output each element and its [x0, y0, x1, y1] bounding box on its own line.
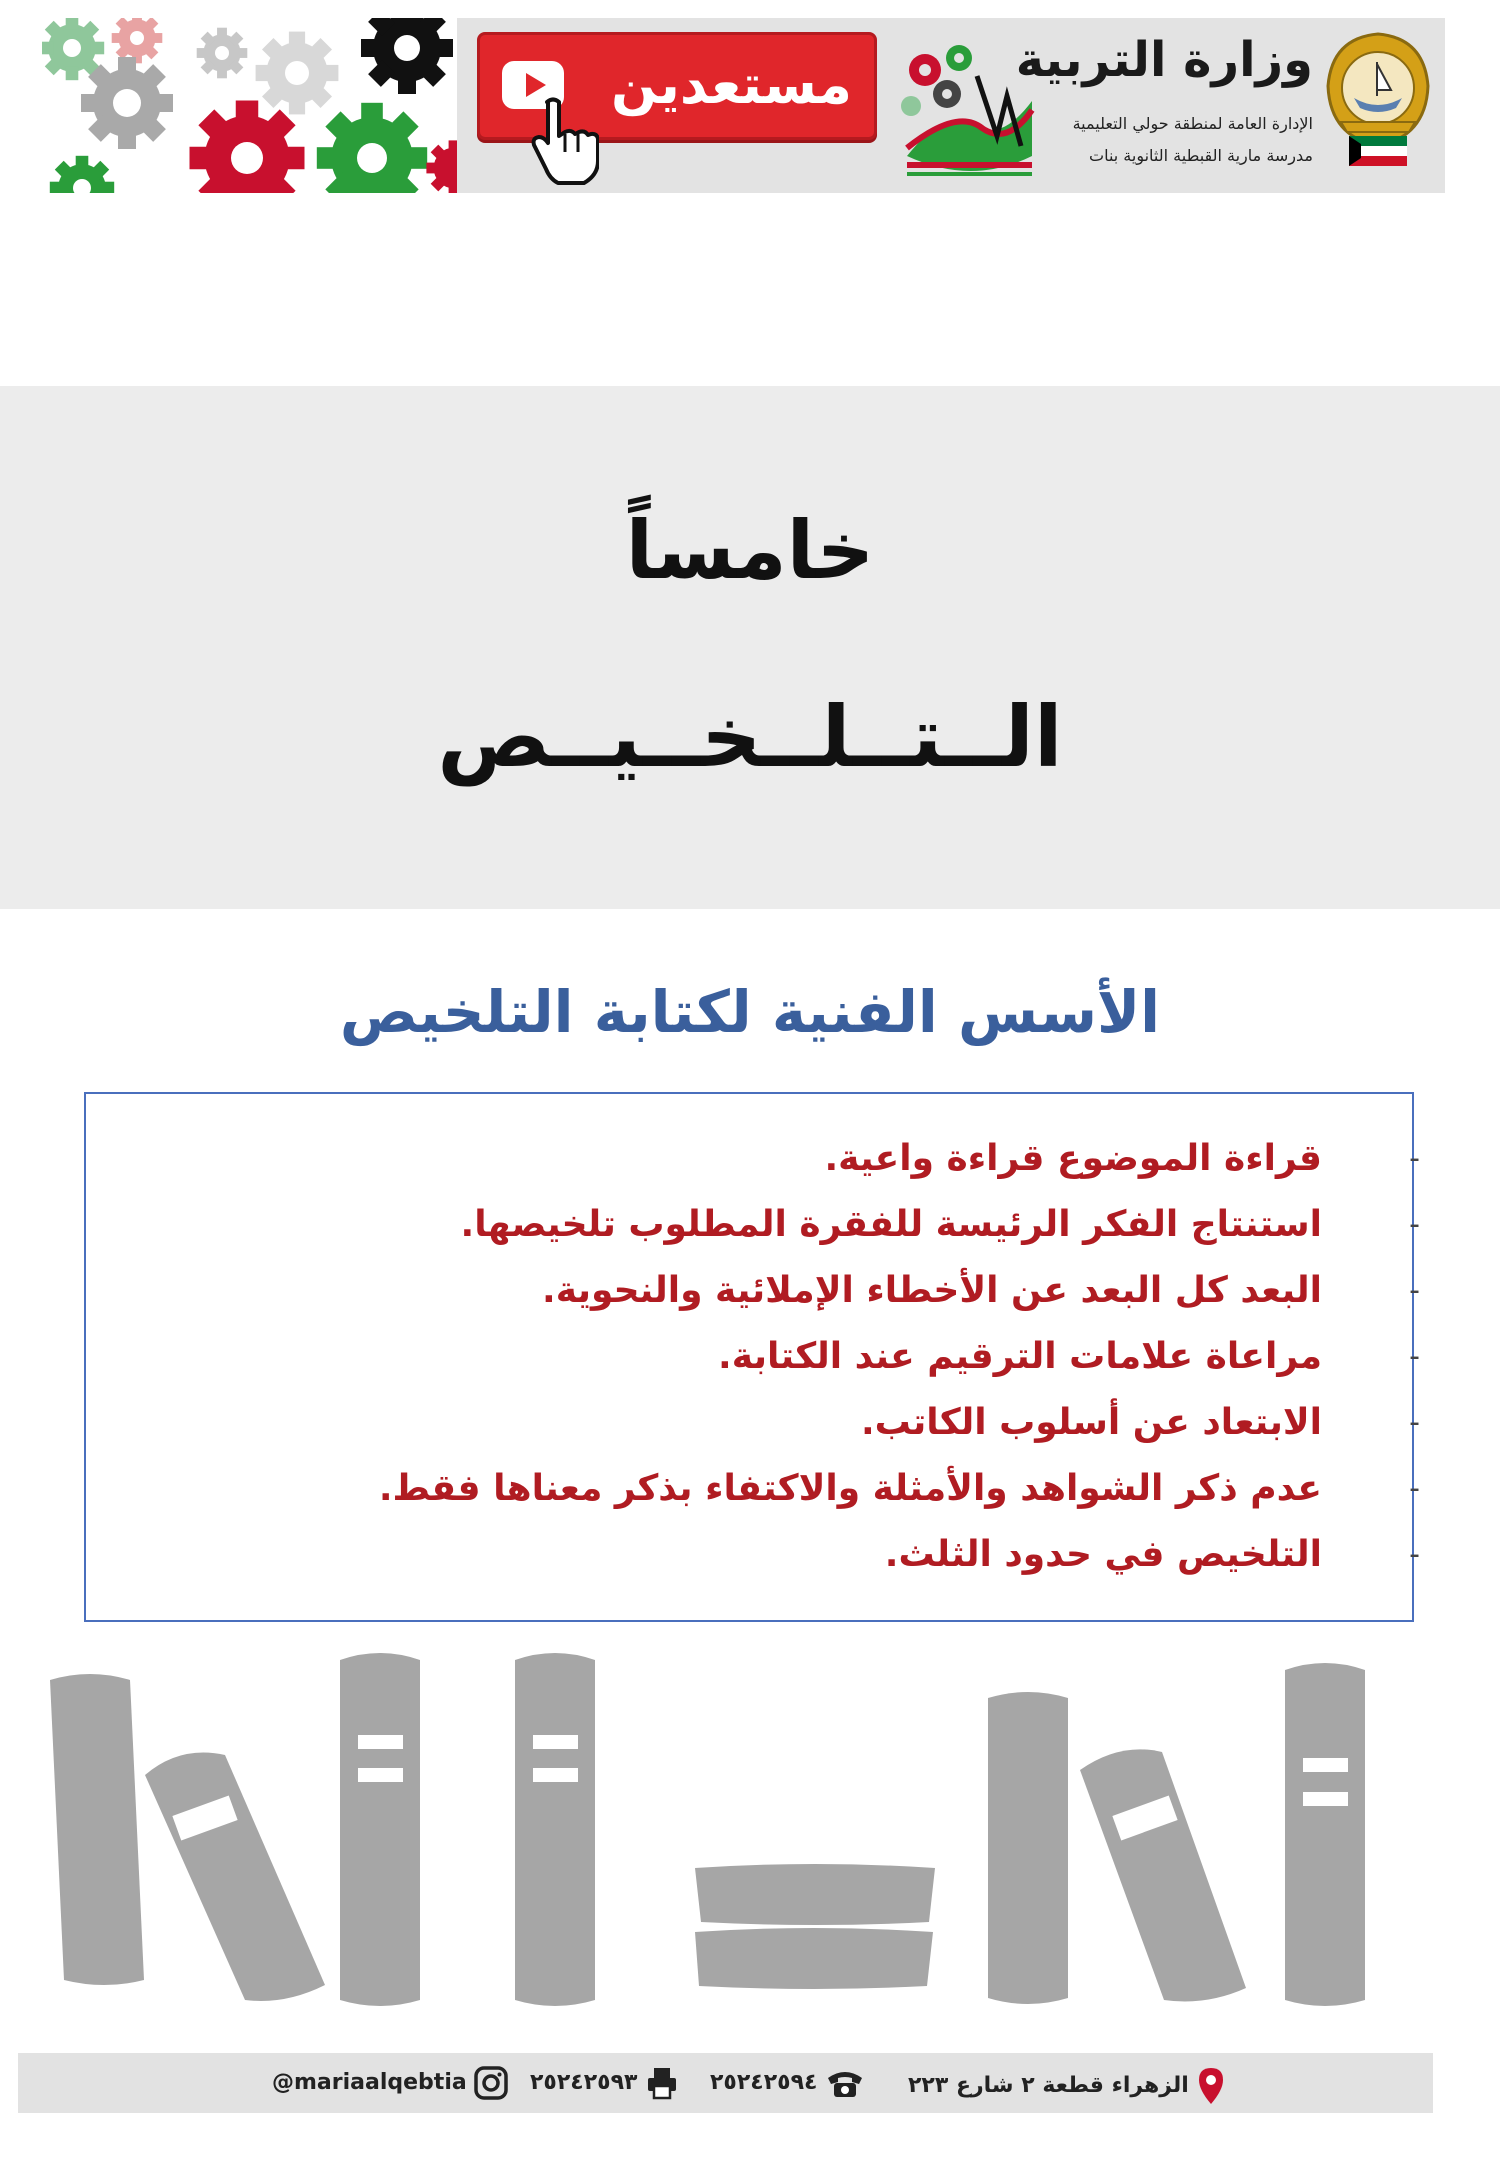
gear-icon	[190, 101, 305, 194]
list-item	[884, 1525, 1420, 1585]
book-label	[358, 1768, 403, 1782]
gears-decoration	[42, 18, 457, 193]
bullet-dash: -	[1409, 1339, 1420, 1374]
gear-icon	[361, 18, 453, 94]
book-shape	[515, 1653, 595, 2006]
book-shape	[695, 1864, 935, 1925]
school-line: مدرسة مارية القبطية الثانوية بنات	[1089, 146, 1313, 165]
instagram-icon	[474, 2066, 508, 2100]
address-contact	[908, 2066, 1226, 2100]
book-label	[1303, 1792, 1348, 1806]
bullet-dash: -	[1409, 1207, 1420, 1242]
list-item	[860, 1393, 1420, 1453]
book-label	[358, 1735, 403, 1749]
address-text: الزهراء قطعة ٢ شارع ٢٢٣	[908, 2073, 1189, 2098]
ready-button-label: مستعدين	[611, 53, 852, 116]
bullet-dash: -	[1409, 1405, 1420, 1440]
book-shape	[340, 1653, 420, 2006]
page-footer	[18, 2053, 1433, 2113]
gear-icon	[81, 57, 173, 149]
gear-icon	[426, 140, 457, 193]
book-shape	[695, 1928, 933, 1989]
section-number: خامساً	[625, 504, 875, 597]
principles-heading: الأسس الفنية لكتابة التلخيص	[339, 978, 1161, 1046]
ministry-title: وزارة التربية	[1015, 32, 1313, 88]
fax-icon	[645, 2066, 679, 2100]
bullet-dash: -	[1409, 1537, 1420, 1572]
fax-number: ٢٥٢٤٢٥٩٣	[530, 2070, 638, 2095]
principle-text: التلخيص في حدود الثلث.	[884, 1534, 1322, 1575]
phone-icon	[825, 2066, 865, 2100]
list-item	[718, 1327, 1420, 1387]
phone-contact	[710, 2066, 865, 2100]
section-title-panel	[0, 386, 1500, 909]
gear-icon	[256, 32, 339, 115]
hand-cursor-icon	[527, 96, 599, 186]
instagram-handle: @mariaalqebtia	[272, 2070, 467, 2095]
page-header	[42, 18, 1445, 193]
principle-text: مراعاة علامات الترقيم عند الكتابة.	[718, 1336, 1322, 1377]
state-emblem	[1319, 26, 1437, 186]
principle-text: استنتاج الفكر الرئيسة للفقرة المطلوب تلخيصها.	[460, 1204, 1322, 1245]
principle-text: البعد كل البعد عن الأخطاء الإملائية والنحوية.	[542, 1270, 1322, 1311]
bullet-dash: -	[1409, 1471, 1420, 1506]
directorate-line: الإدارة العامة لمنطقة حولي التعليمية	[1072, 114, 1313, 133]
book-label	[533, 1735, 578, 1749]
fax-contact	[530, 2066, 679, 2100]
gear-icon	[197, 28, 248, 79]
book-shape	[1285, 1663, 1365, 2006]
gear-icon	[112, 18, 163, 63]
book-shape	[145, 1753, 325, 2002]
list-item	[378, 1459, 1420, 1519]
bullet-dash: -	[1409, 1273, 1420, 1308]
book-shape	[988, 1692, 1068, 2004]
gear-icon	[50, 156, 114, 193]
list-item	[460, 1195, 1420, 1255]
list-item	[824, 1129, 1420, 1189]
principle-text: قراءة الموضوع قراءة واعية.	[824, 1138, 1322, 1179]
bullet-dash: -	[1409, 1141, 1420, 1176]
location-pin-icon	[1196, 2066, 1226, 2106]
header-banner	[457, 18, 1445, 193]
gear-icon	[317, 103, 427, 193]
book-shape	[50, 1674, 144, 1985]
phone-number: ٢٥٢٤٢٥٩٤	[710, 2070, 818, 2095]
principles-box	[84, 1092, 1420, 1622]
principle-text: الابتعاد عن أسلوب الكاتب.	[860, 1402, 1322, 1443]
books-illustration	[40, 1640, 1460, 2020]
book-shape	[1080, 1749, 1246, 2001]
principle-text: عدم ذكر الشواهد والأمثلة والاكتفاء بذكر معناها فقط.	[378, 1468, 1322, 1509]
book-label	[1303, 1758, 1348, 1772]
list-item	[542, 1261, 1420, 1321]
instagram-contact[interactable]	[272, 2066, 508, 2100]
book-label	[533, 1768, 578, 1782]
section-title: الــتــلــخــيــص	[437, 688, 1063, 786]
